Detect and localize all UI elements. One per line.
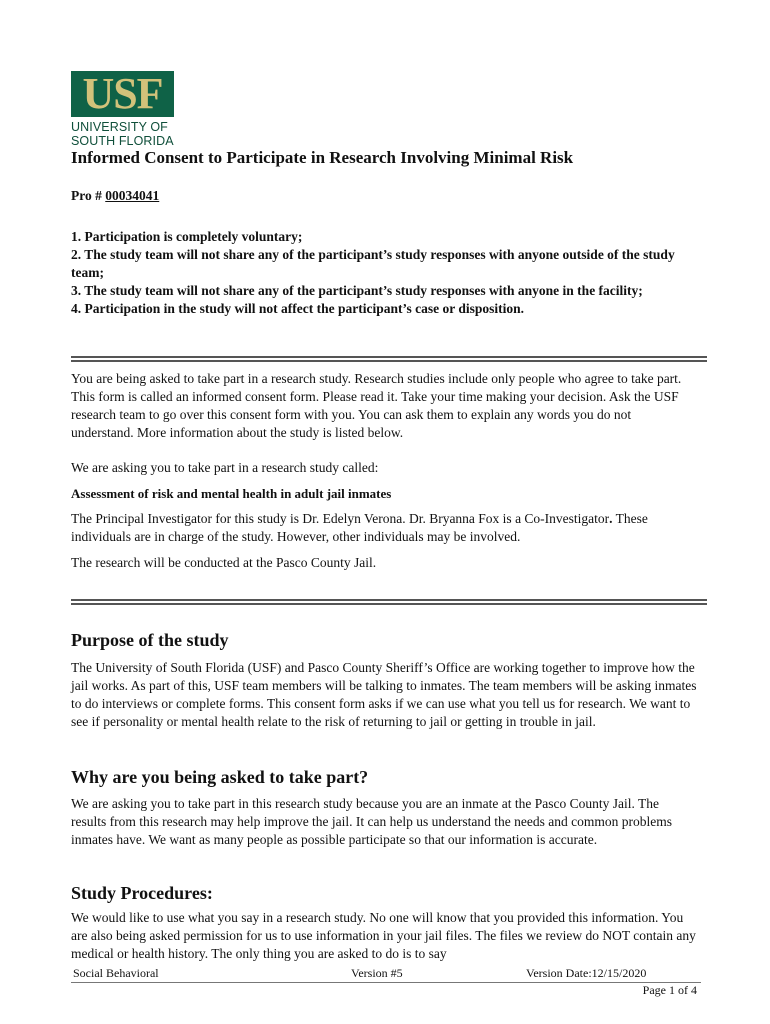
double-divider	[71, 356, 707, 362]
rule-item: 4. Participation in the study will not affect the participant’s case or disposition.	[71, 301, 524, 316]
purpose-text: The University of South Florida (USF) and Pasco County Sheriff’s Office are working together to improve how the jail works. As part of this, USF team members will be talking to inmates. The team members will be asking inmates to do interviews or complete forms. This consent form asks if we can use what you tell us for research. We want to see if personality or mental health relate to the risk of returning to jail or getting in trouble in jail.	[71, 660, 697, 729]
investigators-period: .	[609, 511, 613, 526]
document-title: Informed Consent to Participate in Research Involving Minimal Risk	[71, 148, 574, 167]
study-called-text: We are asking you to take part in a research study called:	[71, 460, 379, 475]
page-number: Page 1 of 4	[642, 983, 697, 997]
intro-text: You are being asked to take part in a research study. Research studies include only people who agree to take part. This form is called an informed consent form. Please read it. Take your time making your decision. Ask the USF research team to go over this consent form with you. You can ask them to explain any words you do not understand. More information about the study is listed below.	[71, 371, 682, 440]
rule-item: 2. The study team will not share any of the participant’s study responses with anyone outside of the study team;	[71, 247, 675, 280]
usf-logo-mark	[71, 71, 174, 117]
rule-item: 3. The study team will not share any of the participant’s study responses with anyone in the facility;	[71, 283, 643, 298]
procedures-text: We would like to use what you say in a research study. No one will know that you provided this information. You are also being asked permission for us to use information in your jail files. The files we review do NOT contain any medical or health history. The only thing you are asked to do is to say	[71, 910, 696, 961]
study-called-paragraph	[71, 459, 697, 477]
investigators-text-a: The Principal Investigator for this study is Dr. Edelyn Verona. Dr. Bryanna Fox is a Co-Investigator	[71, 511, 610, 526]
usf-logo	[71, 71, 175, 148]
investigators-paragraph	[71, 510, 697, 546]
logo-line-1: UNIVERSITY OF	[71, 120, 168, 134]
usf-logo-letters: USF	[82, 69, 163, 118]
double-divider	[71, 599, 707, 605]
location-paragraph	[71, 554, 697, 572]
footer-version-date: Version Date:12/15/2020	[526, 966, 647, 980]
key-rules-list	[71, 228, 701, 318]
location-text: The research will be conducted at the Pasco County Jail.	[71, 555, 377, 570]
purpose-paragraph	[71, 659, 697, 731]
why-text: We are asking you to take part in this research study because you are an inmate at the Pasco County Jail. The results from this research may help improve the jail. It can help us understand the needs and common problems inmates have. We want as many people as possible participate so that our information is accurate.	[71, 796, 672, 847]
footer-version: Version #5	[351, 966, 403, 980]
investigators-text	[71, 510, 697, 546]
protocol-label: Pro #	[71, 188, 106, 203]
investigators-text-c: These individuals are in charge of the study. However, other individuals may be involved.	[71, 511, 648, 544]
protocol-id: 00034041	[105, 188, 160, 203]
why-heading: Why are you being asked to take part?	[71, 767, 369, 787]
page-footer	[71, 966, 701, 983]
study-title	[71, 485, 697, 503]
logo-line-2: SOUTH FLORIDA	[71, 134, 174, 148]
purpose-heading: Purpose of the study	[71, 630, 229, 650]
study-title-text: Assessment of risk and mental health in adult jail inmates	[71, 486, 392, 501]
usf-logo-wordmark	[71, 120, 175, 148]
procedures-paragraph	[71, 909, 697, 963]
procedures-heading: Study Procedures:	[71, 883, 213, 903]
intro-paragraph	[71, 370, 697, 442]
why-paragraph	[71, 795, 697, 849]
footer-category: Social Behavioral	[73, 966, 159, 980]
rule-item: 1. Participation is completely voluntary;	[71, 229, 303, 244]
protocol-number	[71, 187, 159, 204]
